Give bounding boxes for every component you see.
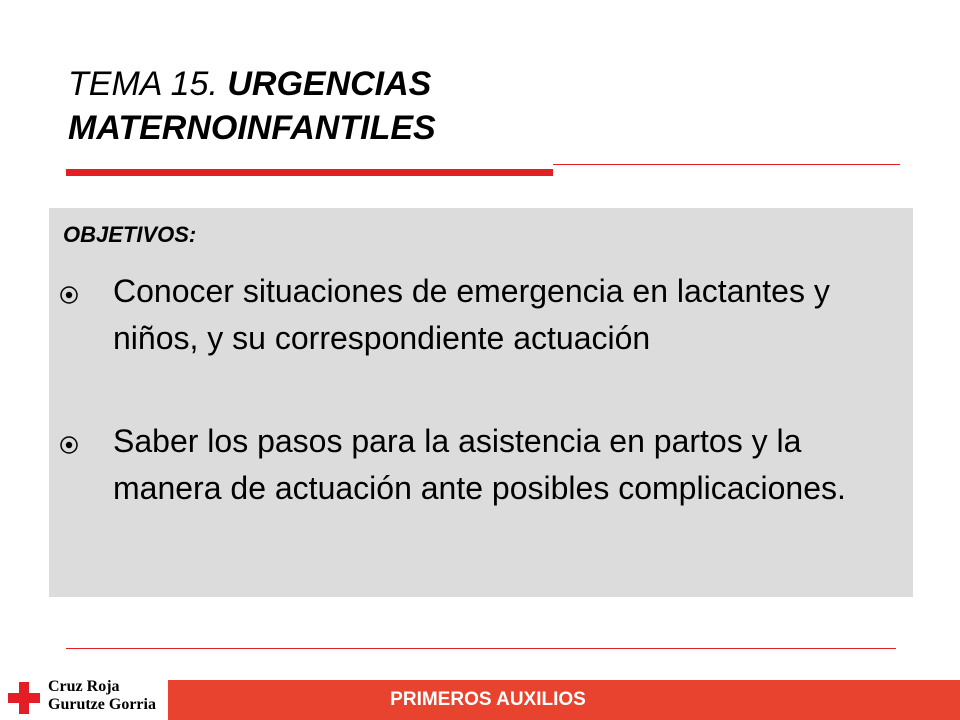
objective-item-text: Conocer situaciones de emergencia en lactantes y niños, y su correspondiente actuación <box>113 273 830 356</box>
page-title <box>68 62 828 150</box>
title-underline-thick <box>66 169 553 176</box>
title-line2: MATERNOINFANTILES <box>68 109 436 147</box>
objective-item <box>59 268 895 362</box>
footer-divider <box>66 648 896 649</box>
objectives-heading: OBJETIVOS: <box>63 222 197 247</box>
title-line1: URGENCIAS <box>227 65 432 103</box>
logo-text <box>48 678 156 714</box>
logo-line-2: Gurutze Gorria <box>48 696 156 713</box>
title-underline-thin <box>553 164 900 165</box>
red-cross-icon <box>8 682 40 714</box>
footer-bar <box>168 680 960 720</box>
footer-label: PRIMEROS AUXILIOS <box>390 689 586 710</box>
cruz-roja-logo <box>8 678 158 718</box>
logo-line-1: Cruz Roja <box>48 678 120 695</box>
objective-item <box>59 418 895 512</box>
objectives-panel <box>49 208 913 597</box>
title-prefix: TEMA 15. <box>68 65 228 103</box>
bullet-icon <box>59 285 79 305</box>
objective-item-text: Saber los pasos para la asistencia en partos y la manera de actuación ante posibles complicaciones. <box>113 423 846 506</box>
bullet-icon <box>59 435 79 455</box>
